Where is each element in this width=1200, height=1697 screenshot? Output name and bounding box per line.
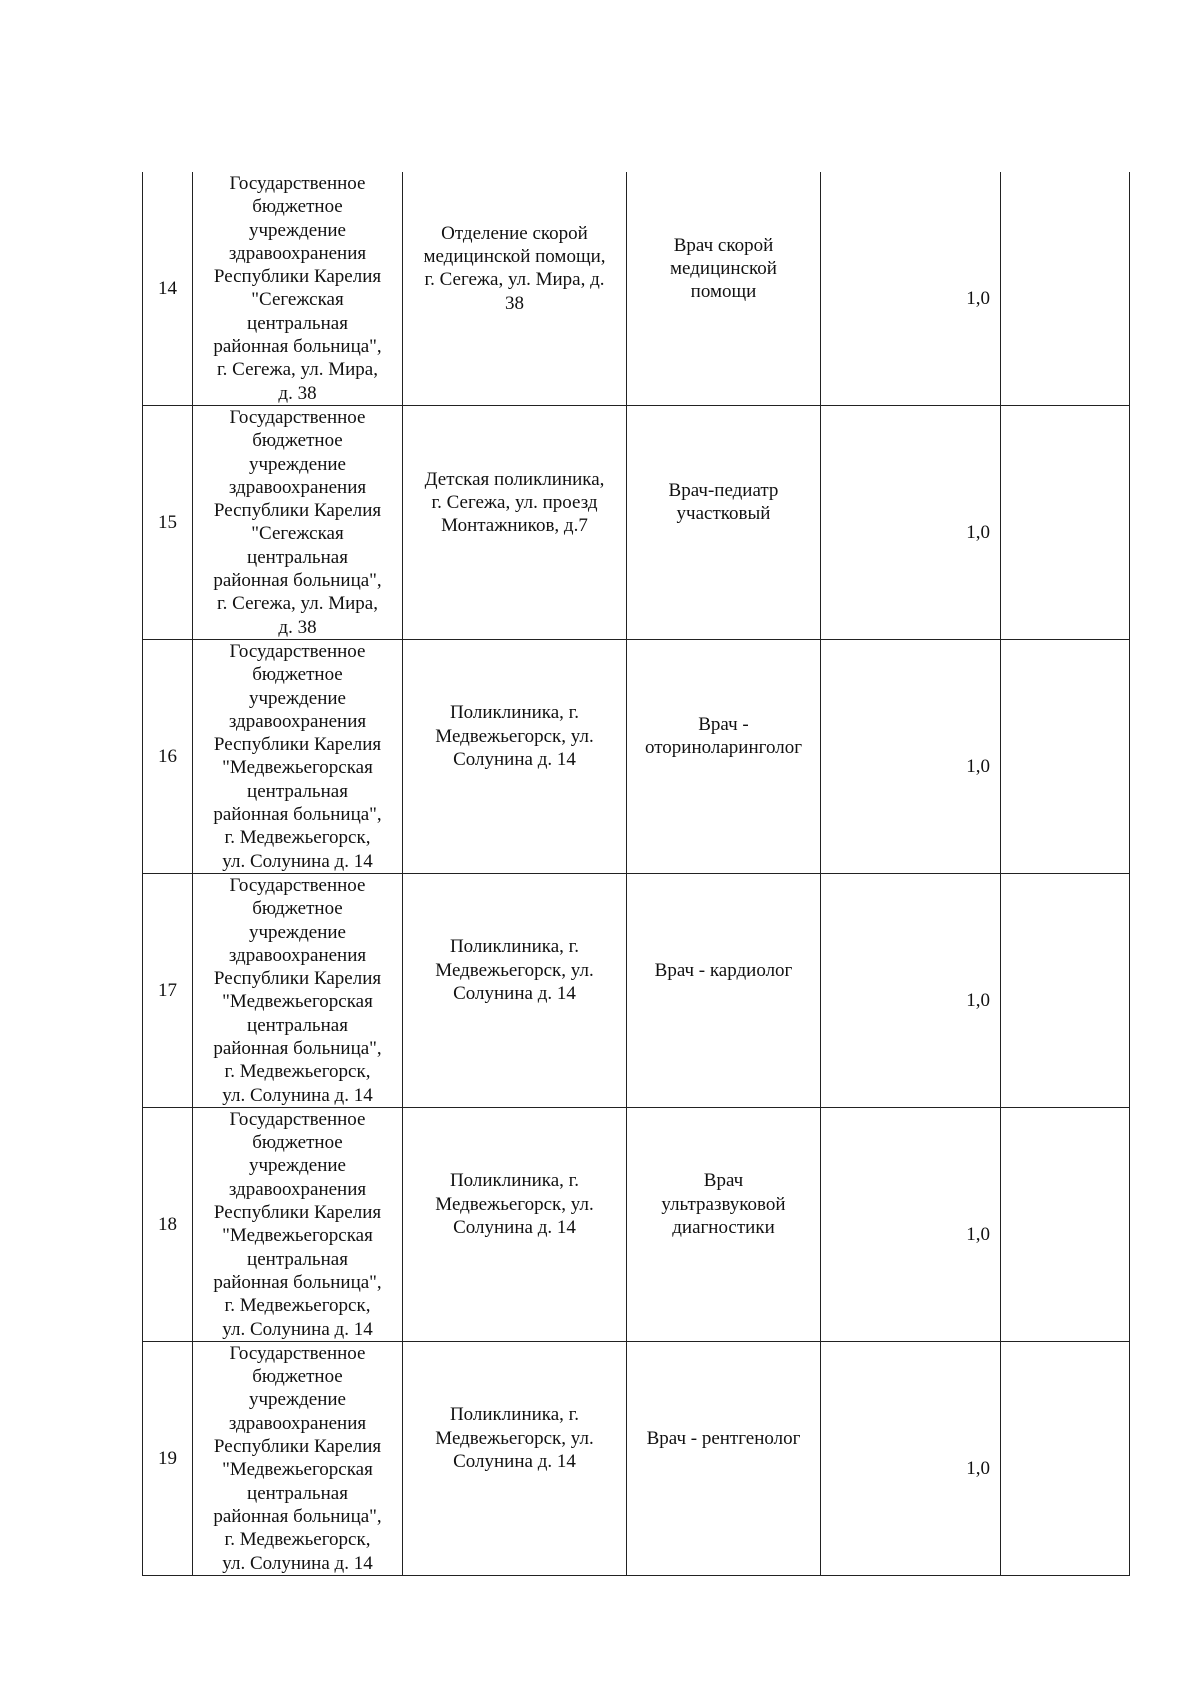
- row-number: [143, 873, 193, 1107]
- org_lines-line: Государственное: [229, 874, 366, 896]
- table-row: [143, 1107, 1130, 1341]
- org_lines-line: здравоохранения: [228, 476, 367, 498]
- org_lines-line: Республики Карелия: [213, 500, 382, 522]
- org_lines-line: "Сегежская: [251, 523, 344, 545]
- dept_lines-line: Солунина д. 14: [453, 1217, 576, 1238]
- pos_lines-line: ультразвуковой: [661, 1193, 786, 1215]
- org_lines-line: учреждение: [249, 687, 346, 709]
- rate-cell: [821, 1107, 1001, 1341]
- org_lines-line: "Медвежьегорская: [222, 991, 373, 1013]
- org_lines-line: г. Сегежа, ул. Мира,: [217, 359, 378, 381]
- department-cell: [403, 172, 627, 405]
- department-cell: [403, 1107, 627, 1341]
- org_lines-line: учреждение: [249, 453, 346, 475]
- rate-value: 1,0: [966, 989, 990, 1011]
- org_lines-line: районная больница",: [213, 1505, 382, 1527]
- extra-cell: [1001, 639, 1130, 873]
- rate-value: 1,0: [966, 1223, 990, 1245]
- org_lines-line: центральная: [247, 312, 348, 334]
- org_lines-line: учреждение: [249, 219, 346, 241]
- org_lines-line: здравоохранения: [228, 1412, 367, 1434]
- pos_lines-line: Врач: [703, 1170, 744, 1192]
- org_lines-line: "Медвежьегорская: [222, 1459, 373, 1481]
- position-cell: [627, 873, 821, 1107]
- org_lines-line: районная больница",: [213, 336, 382, 358]
- dept_lines-line: медицинской помощи,: [423, 246, 606, 268]
- table-row: [143, 1341, 1130, 1575]
- org_lines-line: "Медвежьегорская: [222, 757, 373, 779]
- row-number-text: 18: [158, 1213, 177, 1235]
- rate-value: 1,0: [966, 287, 990, 309]
- pos_lines-line: Врач - кардиолог: [654, 959, 793, 981]
- rate-value: 1,0: [966, 1457, 990, 1479]
- pos_lines-line: участковый: [676, 503, 771, 525]
- dept_lines-line: Солунина д. 14: [453, 983, 576, 1005]
- table-row: [143, 405, 1130, 639]
- org_lines-line: бюджетное: [252, 196, 343, 218]
- organization-cell: [193, 873, 403, 1107]
- row-number-text: 19: [158, 1447, 177, 1469]
- org_lines-line: здравоохранения: [228, 242, 367, 264]
- pos_lines-line: оториноларинголог: [645, 737, 802, 759]
- org_lines-line: Государственное: [229, 173, 366, 194]
- row-number-text: 16: [158, 745, 177, 767]
- org_lines-line: центральная: [247, 780, 348, 802]
- org_lines-line: районная больница",: [213, 1271, 382, 1293]
- dept_lines-line: Медвежьегорск, ул.: [435, 1193, 594, 1215]
- row-number: [143, 639, 193, 873]
- org_lines-line: Государственное: [229, 640, 366, 662]
- position-cell: [627, 1341, 821, 1575]
- dept_lines-line: Поликлиника, г.: [449, 936, 580, 958]
- vacancy-table-body: [143, 172, 1130, 1575]
- org_lines-line: здравоохранения: [228, 944, 367, 966]
- pos_lines-line: диагностики: [672, 1217, 775, 1238]
- org_lines-line: центральная: [247, 546, 348, 568]
- row-number-text: 17: [158, 979, 177, 1001]
- org_lines-line: районная больница",: [213, 1037, 382, 1059]
- org_lines-line: центральная: [247, 1014, 348, 1036]
- org_lines-line: ул. Солунина д. 14: [222, 1084, 373, 1106]
- organization-cell: [193, 405, 403, 639]
- dept_lines-line: Медвежьегорск, ул.: [435, 1427, 594, 1449]
- table-row: [143, 639, 1130, 873]
- org_lines-line: Государственное: [229, 1342, 366, 1364]
- department-cell: [403, 405, 627, 639]
- org_lines-line: бюджетное: [252, 1366, 343, 1388]
- vacancy-table: [142, 172, 1130, 1576]
- dept_lines-line: г. Сегежа, ул. Мира, д.: [424, 269, 605, 291]
- pos_lines-line: медицинской: [670, 257, 777, 279]
- table-row: [143, 873, 1130, 1107]
- org_lines-line: центральная: [247, 1482, 348, 1504]
- pos_lines-line: Врач -: [698, 714, 749, 736]
- organization-cell: [193, 639, 403, 873]
- dept_lines-line: Солунина д. 14: [453, 1450, 576, 1472]
- org_lines-line: учреждение: [249, 1389, 346, 1411]
- rate-cell: [821, 639, 1001, 873]
- position-cell: [627, 172, 821, 405]
- extra-cell: [1001, 1107, 1130, 1341]
- department-cell: [403, 639, 627, 873]
- rate-cell: [821, 1341, 1001, 1575]
- org_lines-line: районная больница",: [213, 570, 382, 592]
- dept_lines-line: Отделение скорой: [441, 222, 588, 244]
- org_lines-line: ул. Солунина д. 14: [222, 1318, 373, 1340]
- org_lines-line: бюджетное: [252, 898, 343, 920]
- rate-value: 1,0: [966, 521, 990, 543]
- org_lines-line: Республики Карелия: [213, 968, 382, 990]
- org_lines-line: г. Медвежьегорск,: [224, 1061, 371, 1083]
- organization-cell: [193, 1341, 403, 1575]
- org_lines-line: учреждение: [249, 1155, 346, 1177]
- org_lines-line: центральная: [247, 1248, 348, 1270]
- org_lines-line: г. Медвежьегорск,: [224, 827, 371, 849]
- dept_lines-line: Медвежьегорск, ул.: [435, 959, 594, 981]
- dept_lines-line: г. Сегежа, ул. проезд: [431, 491, 598, 513]
- position-cell: [627, 1107, 821, 1341]
- org_lines-line: Республики Карелия: [213, 734, 382, 756]
- org_lines-line: здравоохранения: [228, 710, 367, 732]
- row-number: [143, 172, 193, 405]
- dept_lines-line: Поликлиника, г.: [449, 1404, 580, 1426]
- org_lines-line: учреждение: [249, 921, 346, 943]
- dept_lines-line: Монтажников, д.7: [441, 515, 588, 537]
- dept_lines-line: Поликлиника, г.: [449, 1170, 580, 1192]
- dept_lines-line: 38: [505, 292, 524, 314]
- rate-cell: [821, 405, 1001, 639]
- extra-cell: [1001, 1341, 1130, 1575]
- org_lines-line: "Сегежская: [251, 289, 344, 311]
- organization-cell: [193, 1107, 403, 1341]
- dept_lines-line: Солунина д. 14: [453, 749, 576, 771]
- org_lines-line: д. 38: [278, 382, 317, 404]
- position-cell: [627, 405, 821, 639]
- extra-cell: [1001, 873, 1130, 1107]
- table-row: [143, 172, 1130, 405]
- org_lines-line: г. Медвежьегорск,: [224, 1295, 371, 1317]
- organization-cell: [193, 172, 403, 405]
- org_lines-line: "Медвежьегорская: [222, 1225, 373, 1247]
- org_lines-line: Республики Карелия: [213, 1436, 382, 1458]
- row-number-text: 14: [158, 277, 177, 299]
- row-number-text: 15: [158, 511, 177, 533]
- org_lines-line: ул. Солунина д. 14: [222, 1552, 373, 1574]
- org_lines-line: ул. Солунина д. 14: [222, 850, 373, 872]
- rate-cell: [821, 873, 1001, 1107]
- org_lines-line: Республики Карелия: [213, 266, 382, 288]
- dept_lines-line: Детская поликлиника,: [424, 468, 605, 490]
- org_lines-line: г. Медвежьегорск,: [224, 1529, 371, 1551]
- dept_lines-line: Поликлиника, г.: [449, 702, 580, 724]
- position-cell: [627, 639, 821, 873]
- rate-value: 1,0: [966, 755, 990, 777]
- pos_lines-line: помощи: [690, 281, 757, 303]
- org_lines-line: д. 38: [278, 616, 317, 638]
- row-number: [143, 1341, 193, 1575]
- org_lines-line: Государственное: [229, 406, 366, 428]
- dept_lines-line: Медвежьегорск, ул.: [435, 725, 594, 747]
- org_lines-line: бюджетное: [252, 664, 343, 686]
- pos_lines-line: Врач-педиатр: [668, 480, 779, 502]
- rate-cell: [821, 172, 1001, 405]
- extra-cell: [1001, 172, 1130, 405]
- department-cell: [403, 873, 627, 1107]
- pos_lines-line: Врач скорой: [673, 234, 774, 256]
- org_lines-line: районная больница",: [213, 804, 382, 826]
- pos_lines-line: Врач - рентгенолог: [646, 1427, 801, 1449]
- org_lines-line: здравоохранения: [228, 1178, 367, 1200]
- row-number: [143, 405, 193, 639]
- department-cell: [403, 1341, 627, 1575]
- row-number: [143, 1107, 193, 1341]
- org_lines-line: бюджетное: [252, 1132, 343, 1154]
- org_lines-line: бюджетное: [252, 430, 343, 452]
- org_lines-line: Республики Карелия: [213, 1202, 382, 1224]
- extra-cell: [1001, 405, 1130, 639]
- org_lines-line: Государственное: [229, 1108, 366, 1130]
- org_lines-line: г. Сегежа, ул. Мира,: [217, 593, 378, 615]
